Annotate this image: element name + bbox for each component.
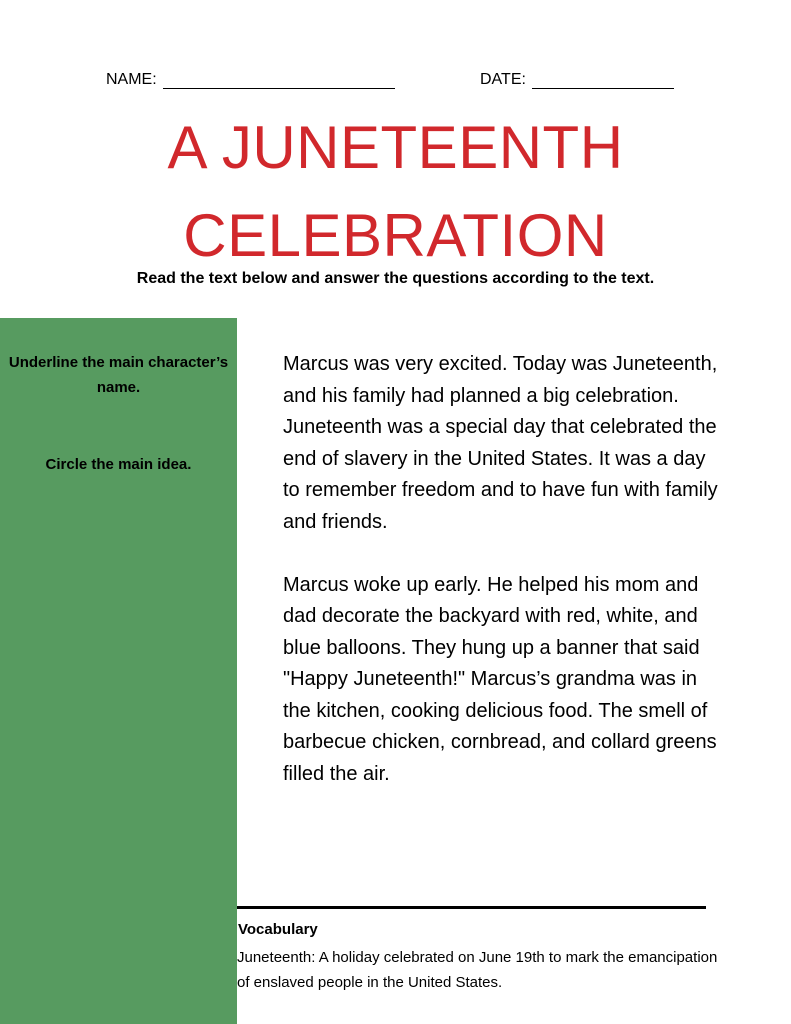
name-blank-line[interactable] bbox=[163, 70, 395, 89]
sidebar-note-underline: Underline the main character’s name. bbox=[8, 354, 229, 396]
vocabulary-definition: Juneteenth: A holiday celebrated on June 19th to mark the emancipation of enslaved people in the United States. bbox=[237, 949, 718, 991]
vocabulary-heading: Vocabulary bbox=[238, 921, 318, 938]
header-row bbox=[0, 70, 791, 94]
date-field bbox=[480, 70, 674, 89]
title-line-1: A JUNETEENTH bbox=[167, 114, 624, 181]
worksheet-title bbox=[0, 104, 791, 280]
name-label: NAME: bbox=[106, 71, 157, 88]
title-line-2: CELEBRATION bbox=[183, 202, 608, 269]
sidebar-note-circle: Circle the main idea. bbox=[45, 456, 192, 473]
name-field bbox=[106, 70, 395, 89]
date-label: DATE: bbox=[480, 71, 526, 88]
story-text bbox=[283, 349, 723, 822]
vocabulary-divider bbox=[237, 906, 706, 909]
date-blank-line[interactable] bbox=[532, 70, 674, 89]
sidebar-panel bbox=[0, 318, 237, 1024]
story-paragraph-2: Marcus woke up early. He helped his mom and dad decorate the backyard with red, white, and blue balloons. They hung up a banner that said "Happy Juneteenth!" Marcus’s grandma was in the kitchen, cooking delicious food. The smell of barbecue chicken, cornbread, and collard greens filled the air. bbox=[283, 573, 717, 785]
story-paragraph-1: Marcus was very excited. Today was Juneteenth, and his family had planned a big celebration. Juneteenth was a special day that celebrated the end of slavery in the United States. It was a day to remember freedom and to have fun with family and friends. bbox=[283, 353, 718, 533]
instructions: Read the text below and answer the questions according to the text. bbox=[136, 270, 655, 287]
